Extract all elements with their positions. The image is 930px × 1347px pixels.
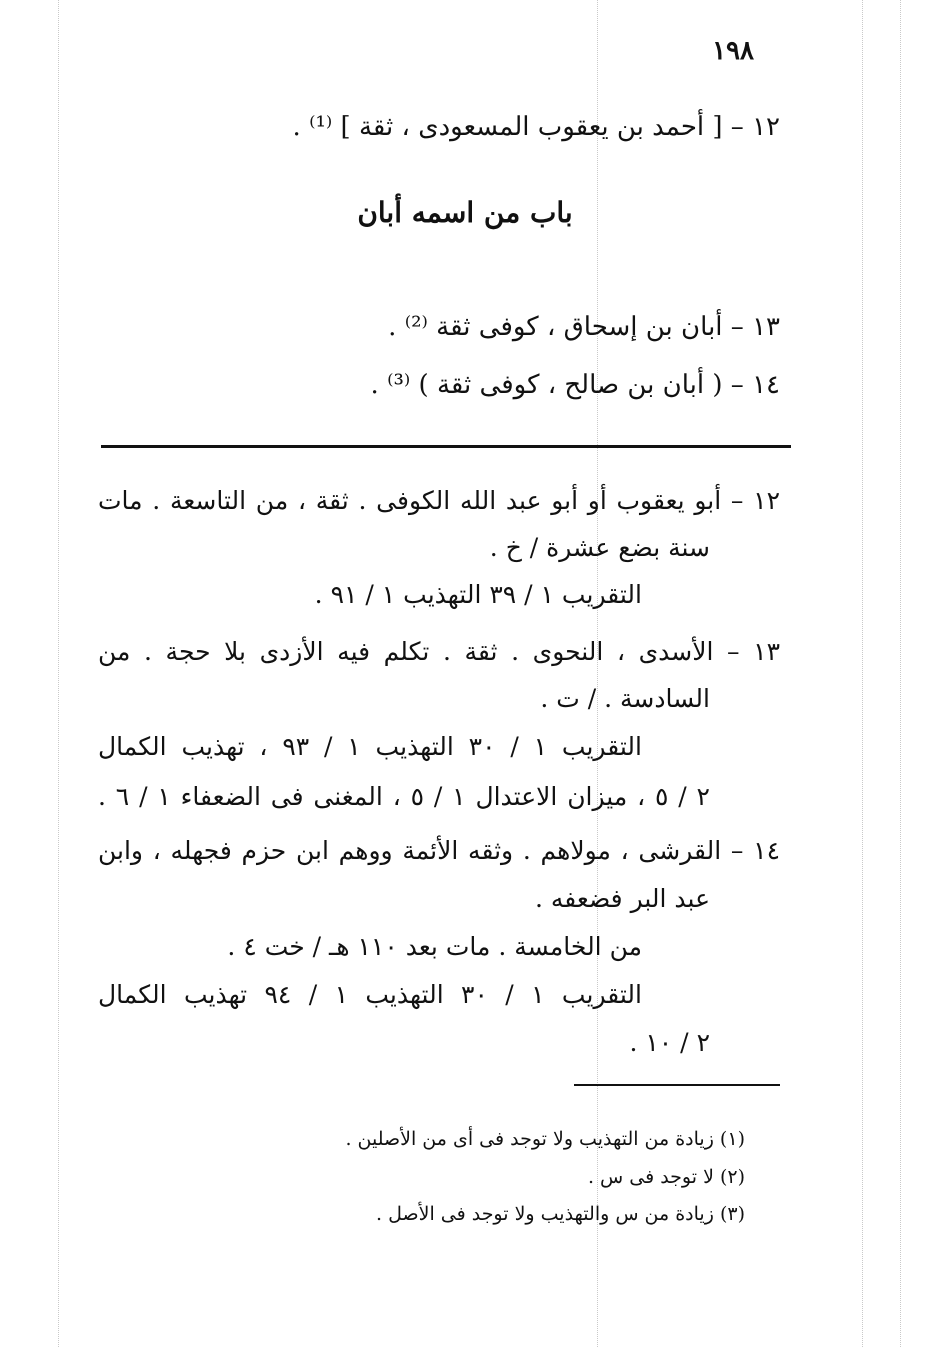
page-edge-guide <box>862 0 863 1347</box>
note-13-line-3: التقريب ١ / ٣٠ التهذيب ١ / ٩٣ ، تهذيب الكمال <box>98 732 642 761</box>
note-14-line-3: من الخامسة . مات بعد ١١٠ هـ / خت ٤ . <box>227 932 642 961</box>
note-14-line-4: التقريب ١ / ٣٠ التهذيب ١ / ٩٤ تهذيب الكمال <box>98 980 642 1009</box>
note-12-line-2: سنة بضع عشرة / خ . <box>489 533 710 562</box>
page-number: ١٩٨ <box>712 36 754 66</box>
footnote-3: (٣) زيادة من س والتهذيب ولا توجد فى الأصل . <box>376 1203 745 1225</box>
note-14-line-1: ١٤ – القرشى ، مولاهم . وثقه الأئمة ووهم ابن حزم فجهله ، وابن <box>98 836 780 865</box>
note-12-line-1: ١٢ – أبو يعقوب أو أبو عبد الله الكوفى . ثقة ، من التاسعة . مات <box>98 486 780 515</box>
note-13-line-4: ٢ / ٥ ، ميزان الاعتدال ١ / ٥ ، المغنى فى الضعفاء ١ / ٦ . <box>98 782 710 811</box>
note-13-line-2: السادسة . / ت . <box>540 684 710 713</box>
footnote-divider <box>574 1084 780 1086</box>
entry-13: ١٣ – أبان بن إسحاق ، كوفى ثقة ⁽²⁾ . <box>388 312 780 342</box>
note-13-line-1: ١٣ – الأسدى ، النحوى . ثقة . تكلم فيه الأزدى بلا حجة . من <box>98 637 780 666</box>
page-edge-guide <box>900 0 901 1347</box>
entry-14: ١٤ – ( أبان بن صالح ، كوفى ثقة ) ⁽³⁾ . <box>370 370 780 400</box>
page-edge-guide <box>58 0 59 1347</box>
entry-12: ١٢ – [ أحمد بن يعقوب المسعودى ، ثقة ] ⁽¹⁾ . <box>292 112 780 142</box>
note-14-line-2: عبد البر فضعفه . <box>534 884 710 913</box>
section-heading: باب من اسمه أبان <box>357 196 573 229</box>
notes-divider <box>101 445 791 448</box>
footnote-2: (٢) لا توجد فى س . <box>587 1166 745 1188</box>
footnote-1: (١) زيادة من التهذيب ولا توجد فى أى من الأصلين . <box>345 1128 745 1150</box>
note-12-line-3: التقريب ١ / ٣٩ التهذيب ١ / ٩١ . <box>314 580 642 609</box>
note-14-line-5: ٢ / ١٠ . <box>629 1028 710 1057</box>
